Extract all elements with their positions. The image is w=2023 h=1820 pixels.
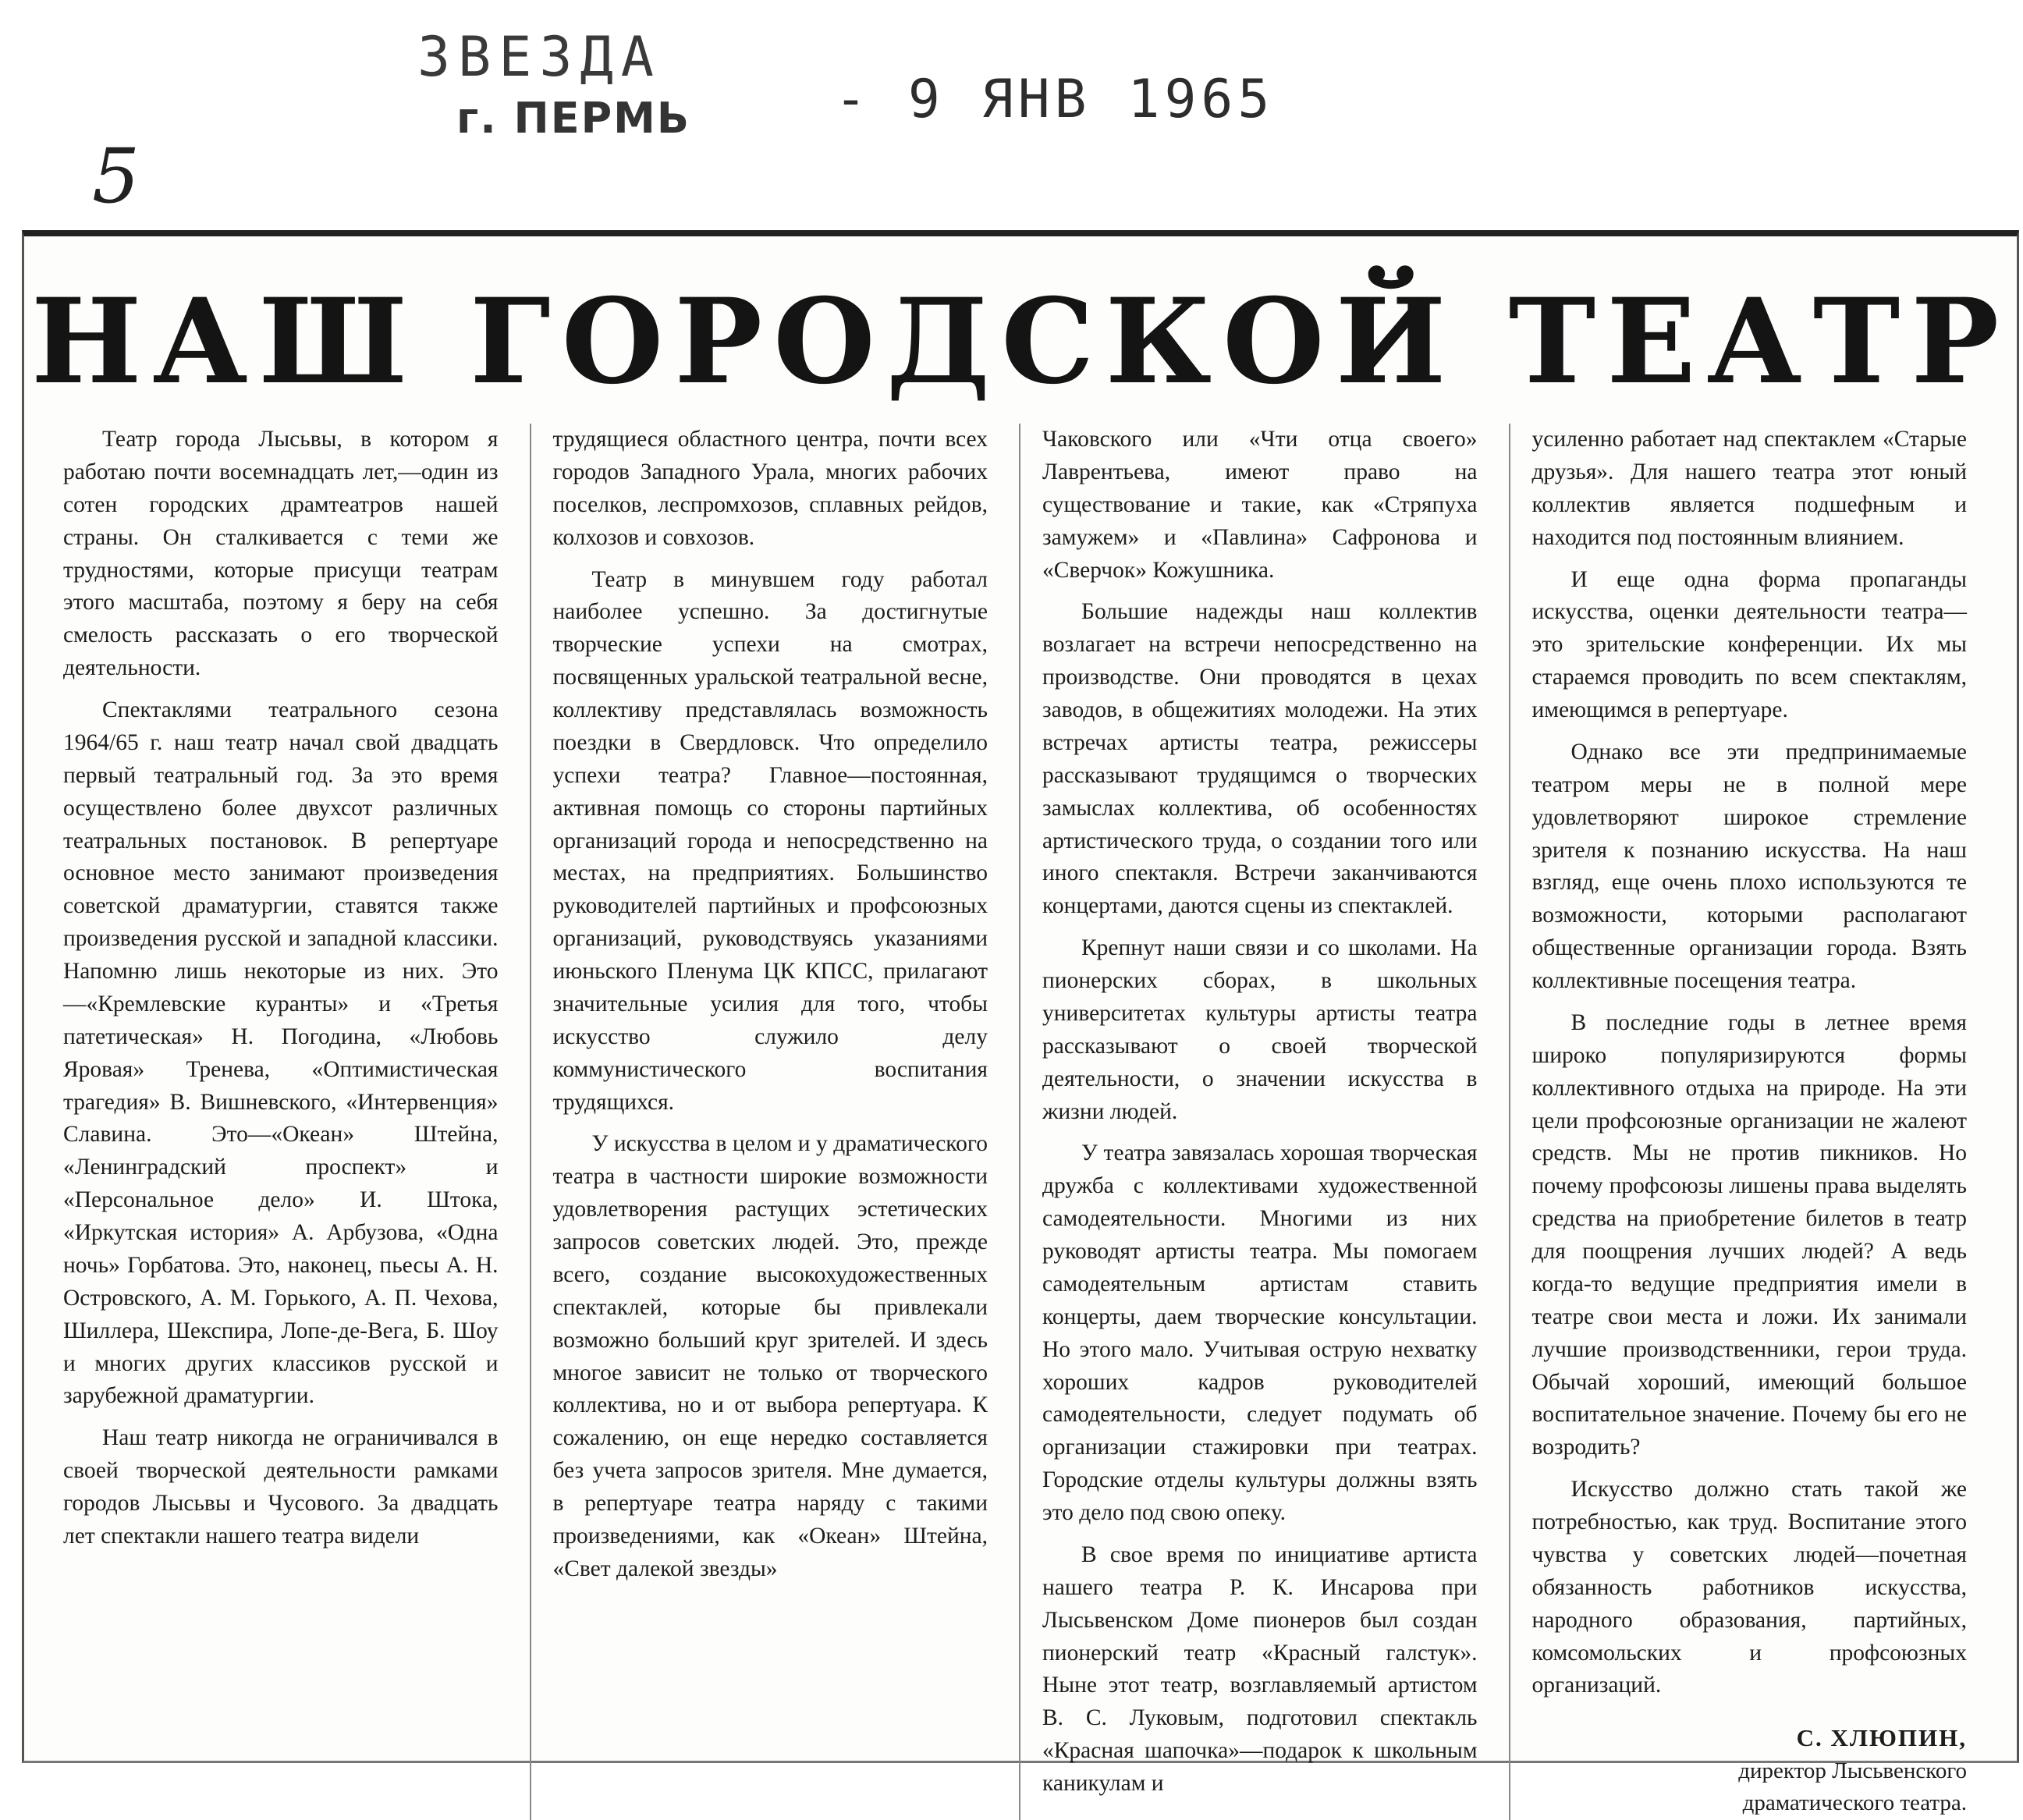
article-headline: НАШ ГОРОДСКОЙ ТЕАТР: [30, 273, 2011, 410]
paragraph: Однако все эти предпринимаемые театром меры не в полной мере удовлетворяют широкое стремление зрителя к познанию искусства. На наш взгляд, еще очень плохо используются те возможности, которыми располагают общественные организации города. Взять коллективные посещения театра.: [1531, 739, 1967, 993]
paragraph: Большие надежды наш коллектив возлагает на встречи непосредственно на производстве. Они проводятся в цехах заводов, в общежитиях молодежи. На этих встречах артисты театра, режиссеры рассказывают трудящимся о творческих замыслах коллектива, об особенностях артистического труда, о создании того или иного спектакля. Встречи заканчиваются концертами, даются сцены из спектаклей.: [1042, 599, 1478, 919]
paragraph: Искусство должно стать такой же потребностью, как труд. Воспитание этого чувства у советских людей—почетная обязанность работников искусства, народного образования, партийных, комсомольских и профсоюзных организаций.: [1531, 1477, 1967, 1698]
paragraph: Чаковского или «Чти отца своего» Лаврентьева, имеют право на существование и такие, как «Стряпуха замужем» и «Павлина» Сафронова и «Сверчок» Кожушника.: [1042, 427, 1478, 583]
page-number: 5: [92, 133, 140, 220]
stamp-source: ЗВЕЗДА: [417, 25, 662, 89]
newspaper-clipping: [22, 230, 2019, 1816]
stamp-date: - 9 ЯНВ 1965: [835, 69, 1275, 130]
paragraph: Спектаклями театрального сезона 1964/65 г. наш театр начал свой двадцать первый театральный год. За это время осуществлено более двухсот различных театральных постановок. В репертуаре основное место занимают произведения советской драматургии, ставятся также произведения русской и западной классики. Напомню лишь некоторые из них. Это—«Кремлевские куранты» и «Третья патетическая» Н. Погодина, «Любовь Яровая» Тренева, «Оптимистическая трагедия» В. Вишневского, «Интервенция» Славина. Это—«Океан» Штейна, «Ленинградский проспект» и «Персональное дело» И. Штока, «Иркутская история» А. Арбузова, «Одна ночь» Горбатова. Это, наконец, пьесы А. Н. Островского, А. М. Горького, А. П. Чехова, Шиллера, Шекспира, Лопе-де-Вега, Б. Шоу и многих других классиков русской и зарубежной драматургии.: [63, 697, 499, 1409]
article-column-2: [530, 424, 988, 1820]
paragraph: Наш театр никогда не ограничивался в своей творческой деятельности рамками городов Лысьвы и Чусового. За двадцать лет спектакли нашего театра видели: [63, 1425, 499, 1549]
author-title-line-2: драматического театра.: [1742, 1790, 1967, 1816]
author-signature: [1532, 1721, 1968, 1819]
paragraph: Крепнут наши связи и со школами. На пионерских сборах, в школьных университетах культуры артисты театра рассказывают о своей творческой деятельности, о значении искусства в жизни людей.: [1042, 935, 1478, 1124]
article-column-3: [1019, 424, 1478, 1820]
paragraph: усиленно работает над спектаклем «Старые друзья». Для нашего театра этот юный коллектив является подшефным и находится под постоянным влиянием.: [1531, 427, 1967, 550]
paragraph: И еще одна форма пропаганды искусства, оценки деятельности театра—это зрительские конференции. Их мы стараемся проводить по всем спектаклям, имеющимся в репертуаре.: [1531, 566, 1967, 722]
article-column-4: [1509, 424, 1968, 1820]
article-columns: [63, 424, 1967, 1820]
author-title-line-1: директор Лысьвенского: [1738, 1758, 1967, 1784]
author-name: С. ХЛЮПИН,: [1796, 1724, 1967, 1752]
paragraph: трудящиеся областного центра, почти всех городов Западного Урала, многих рабочих поселков, леспромхозов, сплавных рейдов, колхозов и совхозов.: [552, 427, 988, 550]
paragraph: В последние годы в летнее время широко популяризируются формы коллективного отдыха на природе. На эти цели профсоюзные организации не жалеют средств. Мы не против пикников. Но почему профсоюзы лишены права выделять средства на приобретение билетов в театр для поощрения лучших людей? А ведь когда-то ведущие предприятия имели в театре свои места и ложи. Их занимали лучшие производственники, герои труда. Обычай хороший, имеющий большое воспитательное значение. Почему бы его не возродить?: [1531, 1009, 1967, 1460]
article-column-1: [63, 424, 499, 1820]
paragraph: Театр в минувшем году работал наиболее успешно. За достигнутые творческие успехи на смотрах, посвященных уральской театральной весне, коллективу представлялась возможность поездки в Свердловск. Что определило успехи театра? Главное—постоянная, активная помощь со стороны партийных организаций города и непосредственно на местах, на предприятиях. Большинство руководителей партийных и профсоюзных организаций, руководствуясь указаниями июньского Пленума ЦК КПСС, прилагают значительные усилия для того, чтобы искусство служило делу коммунистического воспитания трудящихся.: [552, 566, 988, 1115]
paragraph: Театр города Лысьвы, в котором я работаю почти восемнадцать лет,—один из сотен городских драмтеатров нашей страны. Он сталкивается с теми же трудностями, которые присущи театрам этого масштаба, поэтому я беру на себя смелость рассказать о его творческой деятельности.: [63, 427, 499, 681]
paragraph: В свое время по инициативе артиста нашего театра Р. К. Инсарова при Лысьвенском Доме пионеров был создан пионерский театр «Красный галстук». Ныне этот театр, возглавляемый артистом В. С. Луковым, подготовил спектакль «Красная шапочка»—подарок к школьным каникулам и: [1042, 1542, 1478, 1796]
paragraph: У театра завязалась хорошая творческая дружба с коллективами художественной самодеятельности. Многими из них руководят артисты театра. Мы помогаем самодеятельным артистам ставить концерты, даем творческие консультации. Но этого мало. Учитывая острую нехватку хороших кадров руководителей самодеятельности, следует подумать об организации стажировки при театрах. Городские отделы культуры должны взять это дело под свою опеку.: [1042, 1141, 1478, 1525]
paragraph: У искусства в целом и у драматического театра в частности широкие возможности удовлетворения растущих эстетических запросов советских людей. Это, прежде всего, создание высокохудожественных спектаклей, которые бы привлекали возможно больший круг зрителей. И здесь многое зависит не только от творческого коллектива, но и от выбора репертуара. К сожалению, он еще нередко составляется без учета запросов зрителя. Мне думается, в репертуаре театра наряду с такими произведениями, как «Океан» Штейна, «Свет далекой звезды»: [552, 1131, 988, 1581]
stamp-city: г. ПЕРМЬ: [456, 94, 691, 143]
